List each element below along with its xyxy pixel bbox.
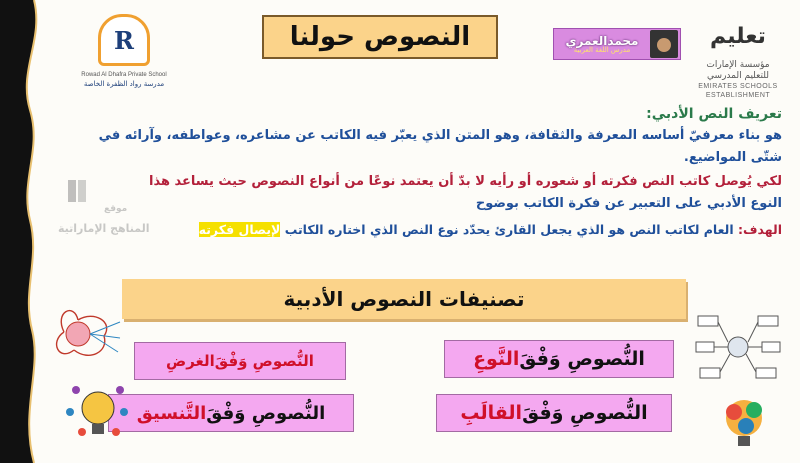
author-name: محمدالعمري (565, 33, 639, 48)
category-by-arrangement (108, 394, 354, 432)
school-logo (64, 14, 184, 98)
mind-map-icon (694, 312, 782, 382)
left-wave-decoration (0, 0, 60, 463)
org-logo (688, 14, 788, 110)
category-by-purpose (134, 342, 346, 380)
category-key: القالَبِ (460, 402, 523, 424)
category-key: الغرضِ (166, 352, 215, 370)
definition-line-4: النوع الأدبي على التعبير عن فكرة الكاتب بوضوح (475, 196, 782, 211)
school-name-en: Rowad Al Dhafra Private School (81, 72, 167, 78)
author-subtitle: مدرس اللغة العربية (573, 45, 631, 54)
classification-banner: تصنيفات النصوص الأدبية (122, 279, 686, 319)
school-logo-mark: R (98, 14, 150, 66)
watermark-line-1: موقع (104, 204, 128, 214)
category-by-type (444, 340, 674, 378)
category-prefix: النُّصوصِ وَفْقَ (519, 348, 645, 370)
definition-heading: تعريف النص الأدبي: (646, 106, 782, 122)
definition-line-2: شتّى المواضيع. (683, 150, 782, 165)
category-prefix: النُّصوصِ وَفْقَ (522, 402, 648, 424)
goal-highlight: لإيصال فكرته (198, 222, 281, 237)
author-text (554, 35, 650, 54)
brain-network-icon (44, 292, 124, 372)
category-prefix: النُّصوصِ وَفْقَ (206, 402, 326, 424)
category-prefix: النُّصوصِ وَفْقَ (214, 352, 314, 370)
goal-line (66, 219, 782, 241)
colorful-brain-icon (704, 384, 782, 452)
author-avatar (650, 30, 678, 58)
watermark (58, 176, 150, 246)
org-name-en-1: EMIRATES SCHOOLS (698, 83, 778, 90)
definition-line-1: هو بناء معرفيّ أساسه المعرفة والثقافة، وهو المتن الذي يعبّر فيه الكاتب عن مشاعره، وعواطفه، وآرائه في (98, 128, 782, 143)
category-key: التَّنسيق (136, 402, 207, 424)
school-name-ar: مدرسة رواد الظفرة الخاصة (83, 80, 165, 88)
watermark-book-icon (66, 176, 90, 206)
watermark-line-2: المناهج الإماراتية (58, 222, 150, 235)
goal-text: العام لكاتب النص هو الذي يجعل القارئ يحدّد نوع النص الذي اختاره الكاتب (280, 222, 739, 237)
category-key: النَّوعِ (473, 348, 520, 370)
org-logo-glyph: تعليم (710, 24, 766, 49)
goal-label: الهدف: (738, 222, 782, 237)
org-name-ar-1: مؤسسة الإمارات (706, 60, 770, 70)
org-name-en-2: ESTABLISHMENT (705, 92, 771, 99)
author-badge (553, 28, 681, 60)
category-by-form (436, 394, 672, 432)
org-name-ar-2: للتعليم المدرسي (707, 71, 769, 81)
page-title: النصوص حولنا (262, 15, 498, 59)
definition-line-3: لكي يُوصل كاتب النص فكرته أو شعوره أو رأيه لا بدّ أن يعتمد نوعًا من أنواع النصوص حيث يساعد هذا (148, 174, 782, 189)
lightbulb-brain-icon (62, 376, 132, 446)
definition-section (66, 106, 782, 241)
